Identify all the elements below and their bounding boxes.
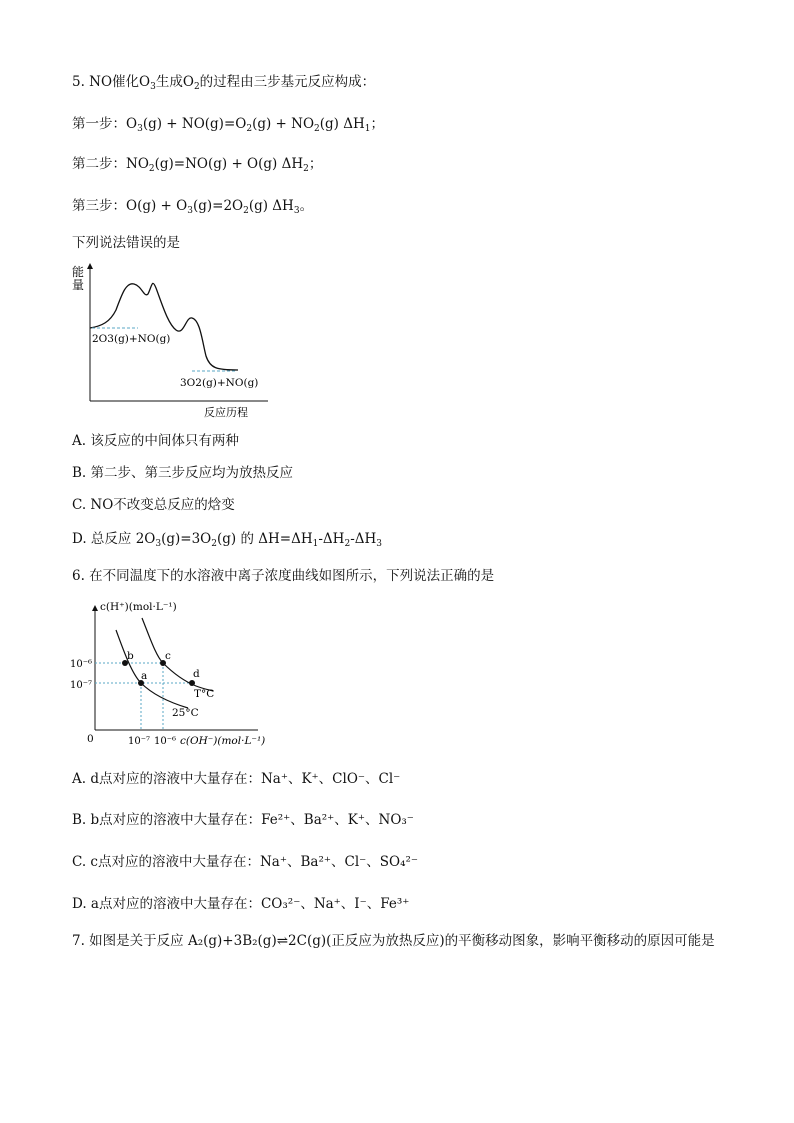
y-tick-1e-6: 10⁻⁶	[70, 659, 93, 670]
q6-stem: 6. 在不同温度下的水溶液中离子浓度曲线如图所示，下列说法正确的是	[72, 568, 495, 584]
point-d-label: d	[193, 668, 200, 680]
q5-step3: 第三步：$O(g) + O_3(g)=2O_2(g)$ $\Delta H_3$。	[72, 198, 314, 216]
curve-T	[142, 618, 213, 691]
product-label: 3O2(g)+NO(g)	[180, 377, 259, 389]
q6-option-d: D. a点对应的溶液中大量存在：CO₃²⁻、Na⁺、I⁻、Fe³⁺	[72, 896, 410, 912]
q5-option-a: A. 该反应的中间体只有两种	[72, 433, 239, 449]
origin-label: 0	[87, 733, 94, 745]
q6-option-b: B. b点对应的溶液中大量存在：Fe²⁺、Ba²⁺、K⁺、NO₃⁻	[72, 812, 414, 828]
q5-option-b: B. 第二步、第三步反应均为放热反应	[72, 465, 294, 481]
point-c-label: c	[165, 650, 171, 662]
q6-option-a: A. d点对应的溶液中大量存在：Na⁺、K⁺、ClO⁻、Cl⁻	[72, 771, 401, 787]
x-tick-1e-7: 10⁻⁷	[128, 736, 151, 747]
y-axis-label: c(H⁺)(mol·L⁻¹)	[100, 601, 177, 613]
ion-concentration-diagram	[68, 594, 278, 750]
point-b-label: b	[127, 650, 134, 662]
energy-curve	[90, 283, 238, 370]
point-a-label: a	[141, 670, 148, 682]
q5-prompt: 下列说法错误的是	[72, 235, 180, 251]
q5-step2: 第二步：$NO_2(g)=NO(g) + O(g)$ $\Delta H_2$；	[72, 156, 323, 174]
x-tick-1e-6: 10⁻⁶	[154, 736, 177, 747]
point-d	[189, 680, 195, 686]
x-axis-label: c(OH⁻)(mol·L⁻¹)	[180, 735, 266, 747]
y-axis-label-2: 量	[72, 278, 85, 292]
q5-option-c: C. NO不改变总反应的焓变	[72, 497, 235, 513]
curve-25C-label: 25°C	[172, 707, 199, 719]
energy-profile-diagram	[68, 258, 278, 424]
q5-stem: 5. NO催化$O_3$生成$O_2$的过程由三步基元反应构成：	[72, 74, 376, 92]
q5-step1: 第一步：$O_3(g) + NO(g)=O_2(g) + NO_2(g)$ $\Delta H_1$；	[72, 116, 384, 134]
reactant-label: 2O3(g)+NO(g)	[92, 333, 171, 345]
y-axis-label-1: 能	[72, 265, 85, 279]
y-tick-1e-7: 10⁻⁷	[70, 680, 93, 691]
q5-option-d: D. 总反应 $2O_3(g)=3O_2(g)$ 的 $\Delta H=\Delta H_1-\Delta H_2-\Delta H_3$	[72, 531, 383, 549]
q7-stem: 7. 如图是关于反应 A₂(g)+3B₂(g)⇌2C(g)(正反应为放热反应)的平衡移动图象，影响平衡移动的原因可能是	[72, 933, 715, 949]
curve-T-label: T°C	[194, 688, 215, 700]
x-axis-label: 反应历程	[204, 406, 248, 419]
q6-option-c: C. c点对应的溶液中大量存在：Na⁺、Ba²⁺、Cl⁻、SO₄²⁻	[72, 854, 419, 870]
